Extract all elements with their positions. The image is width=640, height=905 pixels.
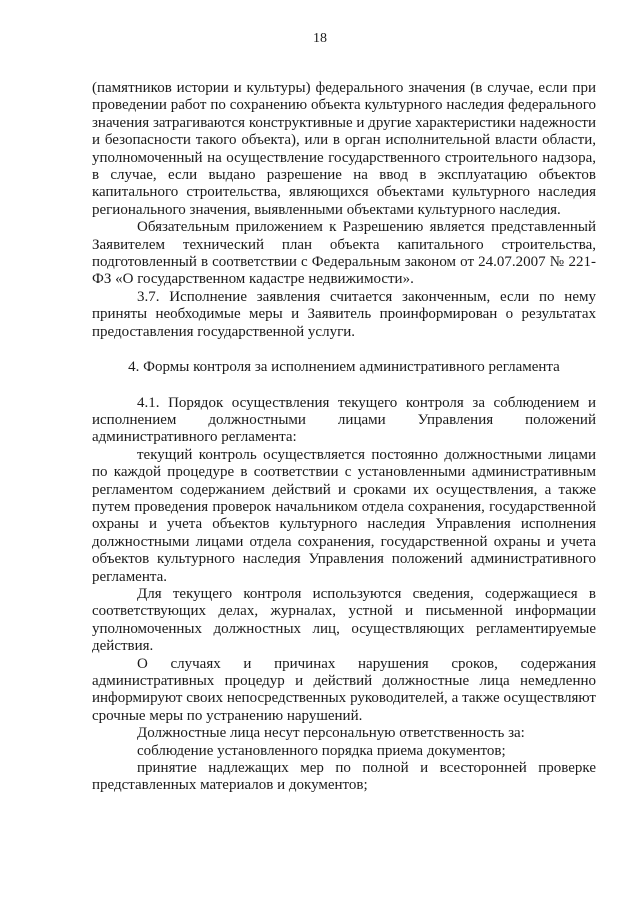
page-number: 18 (313, 31, 327, 46)
paragraph-continuation: (памятников истории и культуры) федерального значения (в случае, если при проведении работ по сохранению объекта культурного наследия федерального значения затрагиваются конструктивные и другие характеристики надежности и безопасности такого объекта), или в орган исполнительной власти области, уполномоченный на осуществление государственного строительного надзора, в случае, если выдано разрешение на ввод в эксплуатацию объектов капитального строительства, являющихся объектами культурного наследия регионального значения, выявленными объектами культурного наследия. (92, 80, 596, 218)
paragraph-3-7: 3.7. Исполнение заявления считается законченным, если по нему приняты необходимые меры и Заявитель проинформирован о результатах предоставления государственной услуги. (92, 288, 596, 340)
document-body (92, 80, 596, 795)
paragraph-responsibility-item-1: соблюдение установленного порядка приема документов; (137, 742, 506, 759)
paragraph-4-1: 4.1. Порядок осуществления текущего контроля за соблюдением и исполнением должностными лицами Управления положений административного регламента: (92, 394, 596, 446)
section-heading: 4. Формы контроля за исполнением административного регламента (128, 359, 560, 376)
paragraph-current-control: текущий контроль осуществляется постоянно должностными лицами по каждой процедуре в соответствии с установленными административным регламентом содержанием действий и сроками их осуществления, а также путем проведения проверок начальником отдела сохранения, государственной охраны и учета объектов культурного наследия Управления исполнения должностными лицами отдела сохранения, государственной охраны и учета объектов культурного наследия Управления положений административного регламента. (92, 446, 596, 585)
paragraph-responsibility-item-2: принятие надлежащих мер по полной и всесторонней проверке представленных материалов и документов; (92, 760, 596, 794)
paragraph-violations: О случаях и причинах нарушения сроков, содержания административных процедур и действий должностные лица немедленно информируют своих непосредственных руководителей, а также осуществляют срочные меры по устранению нарушений. (92, 655, 596, 724)
paragraph-attachment: Обязательным приложением к Разрешению является представленный Заявителем технический план объекта капитального строительства, подготовленный в соответствии с Федеральным законом от 24.07.2007 № 221-ФЗ «О государственном кадастре недвижимости». (92, 219, 596, 288)
paragraph-information-sources: Для текущего контроля используются сведения, содержащиеся в соответствующих делах, журналах, устной и письменной информации уполномоченных должностных лиц, осуществляющих регламентируемые действия. (92, 585, 596, 655)
paragraph-responsibility: Должностные лица несут персональную ответственность за: (137, 725, 525, 742)
